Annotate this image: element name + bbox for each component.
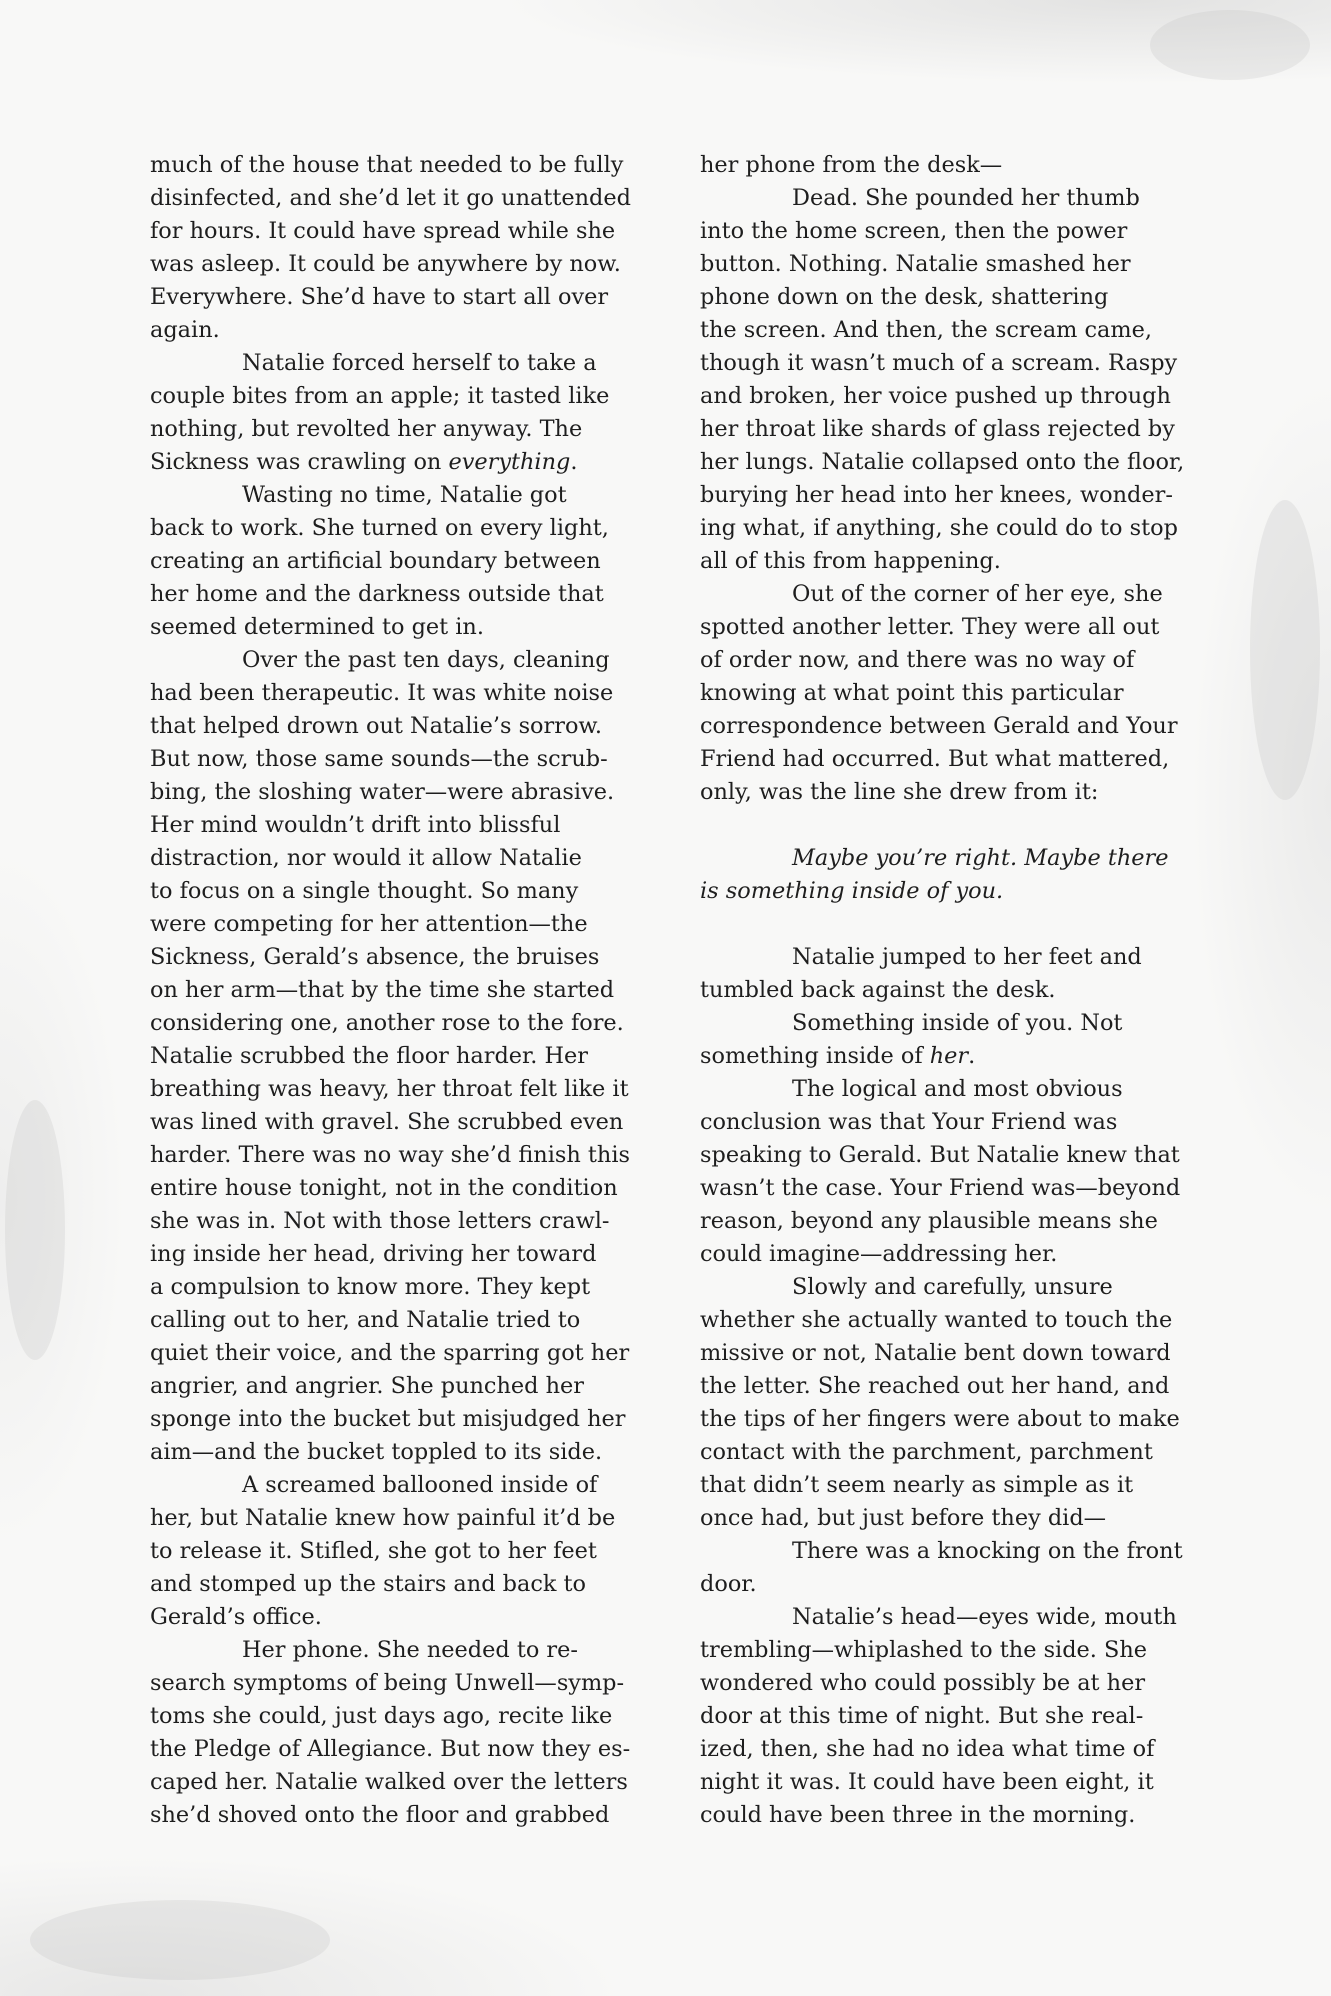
text-line-content: Her phone. She needed to re- xyxy=(242,1637,578,1663)
text-line xyxy=(700,1766,1180,1799)
text-line-content: Dead. She pounded her thumb xyxy=(792,185,1140,211)
text-line-content: only, was the line she drew from it: xyxy=(700,779,1099,805)
text-line xyxy=(700,215,1180,248)
text-line-content: and broken, her voice pushed up through xyxy=(700,383,1171,409)
paper-texture-right xyxy=(1250,500,1320,800)
text-line xyxy=(700,1271,1180,1304)
text-line-content: her home and the darkness outside that xyxy=(150,581,604,607)
text-line xyxy=(700,644,1180,677)
text-line-content: the tips of her fingers were about to make xyxy=(700,1406,1180,1432)
text-line-content: phone down on the desk, shattering xyxy=(700,284,1109,310)
text-line xyxy=(150,908,630,941)
text-line-content: door at this time of night. But she real- xyxy=(700,1703,1144,1729)
text-line-content: her, but Natalie knew how painful it’d be xyxy=(150,1505,616,1531)
text-line xyxy=(150,512,630,545)
text-line xyxy=(700,1535,1183,1568)
text-line-content: Sickness, Gerald’s absence, the bruises xyxy=(150,944,600,970)
text-line xyxy=(150,875,630,908)
text-line-content: Slowly and carefully, unsure xyxy=(792,1274,1113,1300)
text-line xyxy=(150,1304,630,1337)
text-line-content: ing inside her head, driving her toward xyxy=(150,1241,597,1267)
text-line-content: breathing was heavy, her throat felt like it xyxy=(150,1076,629,1102)
text-line-content: a compulsion to know more. They kept xyxy=(150,1274,591,1300)
text-line xyxy=(700,1469,1180,1502)
text-line-content: back to work. She turned on every light, xyxy=(150,515,609,541)
text-line xyxy=(700,1700,1180,1733)
text-line-content: trembling—whiplashed to the side. She xyxy=(700,1637,1148,1663)
text-line-content: distraction, nor would it allow Natalie xyxy=(150,845,582,871)
text-line xyxy=(150,1766,630,1799)
text-line xyxy=(150,1238,630,1271)
text-line xyxy=(700,1502,1180,1535)
text-line-content: Natalie scrubbed the floor harder. Her xyxy=(150,1043,589,1069)
text-line xyxy=(700,1403,1180,1436)
text-line xyxy=(700,1205,1180,1238)
text-line xyxy=(700,413,1180,446)
text-line-content: reason, beyond any plausible means she xyxy=(700,1208,1158,1234)
text-line xyxy=(150,1007,630,1040)
text-line xyxy=(150,1040,630,1073)
text-line xyxy=(150,1601,630,1634)
text-line-content: much of the house that needed to be fully xyxy=(150,152,624,178)
text-line-content: Natalie forced herself to take a xyxy=(242,350,597,376)
text-line xyxy=(700,1733,1180,1766)
text-line-content: contact with the parchment, parchment xyxy=(700,1439,1153,1465)
text-line xyxy=(150,1502,630,1535)
text-line-content: whether she actually wanted to touch the xyxy=(700,1307,1173,1333)
text-line-content: wondered who could possibly be at her xyxy=(700,1670,1146,1696)
paper-texture-top xyxy=(1150,10,1310,80)
text-line-content: again. xyxy=(150,317,220,343)
text-line-content: search symptoms of being Unwell—symp- xyxy=(150,1670,625,1696)
text-line-content: Wasting no time, Natalie got xyxy=(242,482,567,508)
text-line-content: Sickness was crawling on xyxy=(150,449,449,475)
text-line xyxy=(150,1469,630,1502)
text-line xyxy=(700,1172,1180,1205)
text-line xyxy=(700,347,1180,380)
paper-texture-left xyxy=(5,1100,65,1360)
text-line-content: something inside of xyxy=(700,1043,930,1069)
text-line xyxy=(150,1370,630,1403)
text-line-content: that didn’t seem nearly as simple as it xyxy=(700,1472,1134,1498)
text-line xyxy=(700,512,1180,545)
text-line-content: A screamed ballooned inside of xyxy=(242,1472,598,1498)
right-text-column xyxy=(700,149,1185,1832)
text-line xyxy=(150,215,630,248)
text-line-content: Over the past ten days, cleaning xyxy=(242,647,610,673)
text-line xyxy=(700,1040,1180,1073)
text-line xyxy=(700,545,1180,578)
text-line-content: Natalie’s head—eyes wide, mouth xyxy=(792,1604,1177,1630)
text-line xyxy=(700,1601,1180,1634)
text-line-content: on her arm—that by the time she started xyxy=(150,977,615,1003)
text-line xyxy=(700,1436,1180,1469)
text-line xyxy=(150,677,630,710)
text-line-content: nothing, but revolted her anyway. The xyxy=(150,416,583,442)
text-line-content: into the home screen, then the power xyxy=(700,218,1128,244)
text-line-content: couple bites from an apple; it tasted like xyxy=(150,383,610,409)
text-line-punctuation: . xyxy=(570,449,578,475)
text-line-content: seemed determined to get in. xyxy=(150,614,484,640)
text-line xyxy=(700,446,1185,479)
text-line xyxy=(150,380,630,413)
text-line-content: the Pledge of Allegiance. But now they es- xyxy=(150,1736,631,1762)
text-line xyxy=(150,644,630,677)
text-line-content: she’d shoved onto the floor and grabbed xyxy=(150,1802,610,1828)
text-line xyxy=(150,611,630,644)
text-line xyxy=(700,776,1180,809)
text-line-content: considering one, another rose to the fore. xyxy=(150,1010,624,1036)
text-line-content: conclusion was that Your Friend was xyxy=(700,1109,1118,1135)
text-line-content: Natalie jumped to her feet and xyxy=(792,944,1142,970)
text-line-content: ized, then, she had no idea what time of xyxy=(700,1736,1155,1762)
text-line xyxy=(700,479,1180,512)
text-line-content: her throat like shards of glass rejected by xyxy=(700,416,1175,442)
text-line xyxy=(150,1568,630,1601)
text-line-content: door. xyxy=(700,1571,757,1597)
text-line-content: once had, but just before they did— xyxy=(700,1505,1107,1531)
text-line-content: all of this from happening. xyxy=(700,548,1001,574)
paragraph-gap xyxy=(700,908,1180,941)
text-line-content: missive or not, Natalie bent down toward xyxy=(700,1340,1171,1366)
text-line xyxy=(700,1799,1180,1832)
text-line-content: to release it. Stifled, she got to her feet xyxy=(150,1538,597,1564)
text-line-content: her lungs. Natalie collapsed onto the floor, xyxy=(700,449,1185,475)
text-line-content: The logical and most obvious xyxy=(792,1076,1123,1102)
text-line-content: toms she could, just days ago, recite like xyxy=(150,1703,613,1729)
text-line xyxy=(150,1436,630,1469)
text-line xyxy=(150,974,630,1007)
text-line xyxy=(700,1337,1180,1370)
text-line xyxy=(150,1733,630,1766)
text-line-content: harder. There was no way she’d finish this xyxy=(150,1142,630,1168)
text-line-content: Something inside of you. Not xyxy=(792,1010,1123,1036)
text-line-content: burying her head into her knees, wonder- xyxy=(700,482,1173,508)
text-line-content: of order now, and there was no way of xyxy=(700,647,1135,673)
text-line-content: tumbled back against the desk. xyxy=(700,977,1056,1003)
text-line xyxy=(150,1403,630,1436)
text-line-content: that helped drown out Natalie’s sorrow. xyxy=(150,713,603,739)
text-line xyxy=(700,1106,1180,1139)
text-line-content: had been therapeutic. It was white noise xyxy=(150,680,614,706)
text-line xyxy=(150,347,630,380)
text-line xyxy=(150,1172,630,1205)
text-line-content: bing, the sloshing water—were abrasive. xyxy=(150,779,615,805)
text-line xyxy=(150,710,630,743)
text-line-content: caped her. Natalie walked over the letters xyxy=(150,1769,628,1795)
text-line xyxy=(150,479,630,512)
text-line xyxy=(700,842,1180,875)
text-line-content: calling out to her, and Natalie tried to xyxy=(150,1307,581,1333)
text-line xyxy=(700,875,1180,908)
text-line xyxy=(150,776,630,809)
text-line xyxy=(700,1139,1180,1172)
text-line-content: ing what, if anything, she could do to stop xyxy=(700,515,1178,541)
text-line-content: was asleep. It could be anywhere by now. xyxy=(150,251,621,277)
text-line-content: and stomped up the stairs and back to xyxy=(150,1571,587,1597)
text-line xyxy=(700,1370,1180,1403)
text-line-content: were competing for her attention—the xyxy=(150,911,588,937)
text-line xyxy=(150,1106,630,1139)
text-line xyxy=(700,1073,1180,1106)
text-line-content: for hours. It could have spread while she xyxy=(150,218,616,244)
text-line xyxy=(700,1304,1180,1337)
text-line-content: Gerald’s office. xyxy=(150,1604,322,1630)
text-line xyxy=(150,281,630,314)
text-line-content: to focus on a single thought. So many xyxy=(150,878,579,904)
text-line xyxy=(150,842,630,875)
text-line-content: quiet their voice, and the sparring got her xyxy=(150,1340,630,1366)
text-line xyxy=(150,149,630,182)
text-line xyxy=(150,1073,630,1106)
text-line xyxy=(700,149,1180,182)
text-line xyxy=(150,1139,630,1172)
text-line xyxy=(700,611,1180,644)
text-line-content: button. Nothing. Natalie smashed her xyxy=(700,251,1131,277)
text-line xyxy=(150,545,630,578)
text-line-content: her phone from the desk— xyxy=(700,152,1003,178)
left-text-column xyxy=(150,149,630,1832)
text-line-content: the letter. She reached out her hand, and xyxy=(700,1373,1170,1399)
text-line xyxy=(150,578,630,611)
text-line xyxy=(150,941,630,974)
text-line-content: night it was. It could have been eight, it xyxy=(700,1769,1154,1795)
text-line-content: entire house tonight, not in the condition xyxy=(150,1175,618,1201)
paper-texture-bottom xyxy=(30,1900,330,1980)
text-line-content: correspondence between Gerald and Your xyxy=(700,713,1178,739)
text-line-content: But now, those same sounds—the scrub- xyxy=(150,746,608,772)
text-line xyxy=(700,314,1180,347)
text-line xyxy=(700,974,1180,1007)
text-line-content: angrier, and angrier. She punched her xyxy=(150,1373,584,1399)
text-line xyxy=(700,743,1180,776)
text-line xyxy=(700,380,1180,413)
text-line-content: spotted another letter. They were all out xyxy=(700,614,1160,640)
text-line-content: Out of the corner of her eye, she xyxy=(792,581,1163,607)
text-line xyxy=(150,1700,630,1733)
text-line-content: creating an artificial boundary between xyxy=(150,548,601,574)
text-line-content: was lined with gravel. She scrubbed even xyxy=(150,1109,624,1135)
paragraph-gap xyxy=(700,809,1180,842)
text-line xyxy=(700,1667,1180,1700)
text-line xyxy=(150,1535,630,1568)
text-line xyxy=(700,1634,1180,1667)
text-line xyxy=(700,1007,1180,1040)
text-line xyxy=(150,1667,630,1700)
text-line-content: wasn’t the case. Your Friend was—beyond xyxy=(700,1175,1181,1201)
text-line xyxy=(150,809,630,842)
text-line xyxy=(700,941,1180,974)
text-line-content: sponge into the bucket but misjudged her xyxy=(150,1406,626,1432)
text-line-content: she was in. Not with those letters crawl- xyxy=(150,1208,610,1234)
text-line-content: though it wasn’t much of a scream. Raspy xyxy=(700,350,1178,376)
text-line-content: Maybe you’re right. Maybe there xyxy=(792,845,1169,871)
italic-emphasis: everything xyxy=(448,449,571,475)
text-line xyxy=(150,1337,630,1370)
text-line xyxy=(150,743,630,776)
text-line-content: the screen. And then, the scream came, xyxy=(700,317,1153,343)
text-line xyxy=(700,281,1180,314)
text-line-content: Her mind wouldn’t drift into blissful xyxy=(150,812,561,838)
text-line xyxy=(700,677,1180,710)
text-line xyxy=(700,1568,1180,1601)
text-line xyxy=(150,1799,630,1832)
text-line-content: aim—and the bucket toppled to its side. xyxy=(150,1439,603,1465)
text-line-content: could have been three in the morning. xyxy=(700,1802,1136,1828)
text-line-content: Everywhere. She’d have to start all over xyxy=(150,284,609,310)
text-line xyxy=(700,1238,1180,1271)
text-line xyxy=(700,182,1180,215)
italic-emphasis: her xyxy=(929,1043,969,1069)
text-line-content: Friend had occurred. But what mattered, xyxy=(700,746,1170,772)
text-line xyxy=(150,1634,630,1667)
text-line-content: disinfected, and she’d let it go unattended xyxy=(150,185,631,211)
text-line-content: could imagine—addressing her. xyxy=(700,1241,1058,1267)
text-line-content: is something inside of you. xyxy=(700,878,1004,904)
text-line xyxy=(150,1271,630,1304)
text-line xyxy=(700,710,1180,743)
text-line-content: There was a knocking on the front xyxy=(792,1538,1183,1564)
text-line xyxy=(150,182,630,215)
text-line xyxy=(150,248,630,281)
text-line-punctuation: . xyxy=(968,1043,976,1069)
text-line-content: knowing at what point this particular xyxy=(700,680,1124,706)
text-line xyxy=(150,446,630,479)
text-line xyxy=(150,1205,630,1238)
text-line xyxy=(700,248,1180,281)
text-line xyxy=(150,413,630,446)
text-line xyxy=(700,578,1180,611)
text-line-content: speaking to Gerald. But Natalie knew that xyxy=(700,1142,1180,1168)
text-line xyxy=(150,314,630,347)
